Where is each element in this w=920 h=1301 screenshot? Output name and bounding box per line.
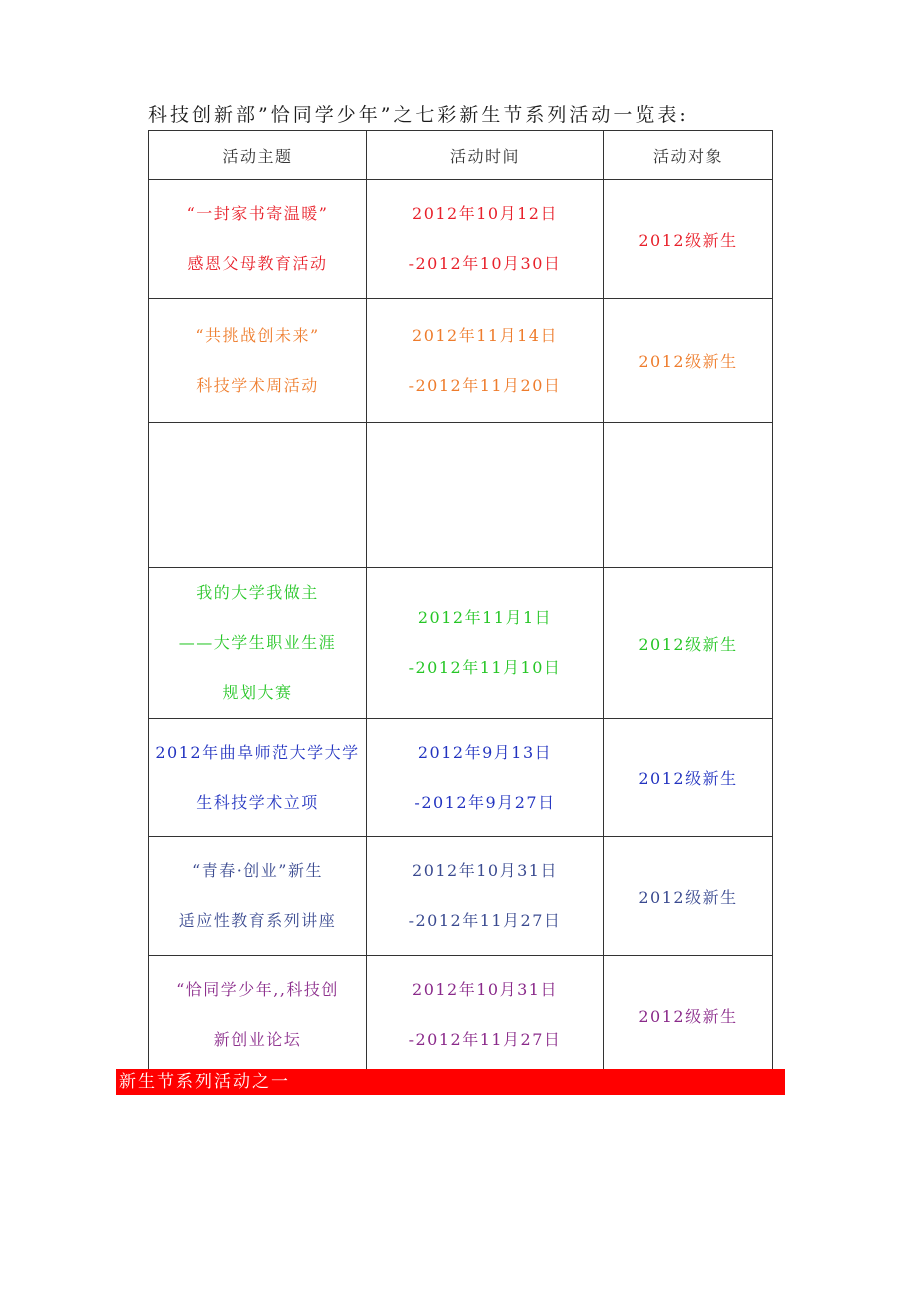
target-cell: 2012级新生 <box>604 837 773 956</box>
theme-cell <box>149 719 367 837</box>
theme-cell <box>149 423 367 568</box>
theme-cell <box>149 837 367 956</box>
theme-line: ——大学生职业生涯 <box>178 633 337 652</box>
theme-line: 我的大学我做主 <box>196 583 319 602</box>
target-cell: 2012级新生 <box>604 180 773 299</box>
theme-cell <box>149 180 367 299</box>
target-cell: 2012级新生 <box>604 956 773 1075</box>
table-row <box>149 299 773 423</box>
theme-line: 适应性教育系列讲座 <box>178 911 337 930</box>
table-row <box>149 956 773 1075</box>
time-cell <box>367 568 604 719</box>
time-start: 2012年10月12日 <box>412 204 558 223</box>
theme-line: “青春·创业”新生 <box>192 861 323 880</box>
table-row <box>149 719 773 837</box>
time-cell <box>367 299 604 423</box>
theme-line: 感恩父母教育活动 <box>187 254 328 273</box>
theme-line: “恰同学少年,,科技创 <box>176 980 339 999</box>
time-cell <box>367 719 604 837</box>
time-end: -2012年9月27日 <box>414 792 556 812</box>
theme-cell <box>149 956 367 1075</box>
table-row-empty <box>149 423 773 568</box>
time-end: -2012年10月30日 <box>408 254 562 273</box>
header-time: 活动时间 <box>367 131 604 180</box>
time-start: 2012年11月14日 <box>412 325 558 345</box>
theme-line: “一封家书寄温暖” <box>186 204 329 223</box>
target-cell <box>604 423 773 568</box>
header-target: 活动对象 <box>604 131 773 180</box>
theme-line: 新创业论坛 <box>213 1030 302 1049</box>
theme-line: 规划大赛 <box>222 683 293 702</box>
theme-line: 生科技学术立项 <box>196 792 319 812</box>
theme-cell <box>149 568 367 719</box>
target-cell: 2012级新生 <box>604 299 773 423</box>
theme-cell <box>149 299 367 423</box>
time-cell <box>367 956 604 1075</box>
document-title: 科技创新部”恰同学少年”之七彩新生节系列活动一览表: <box>148 104 689 126</box>
time-start: 2012年10月31日 <box>412 980 558 999</box>
target-cell: 2012级新生 <box>604 568 773 719</box>
time-start: 2012年10月31日 <box>412 861 558 880</box>
target-cell: 2012级新生 <box>604 719 773 837</box>
table-row <box>149 568 773 719</box>
theme-line: 2012年曲阜师范大学大学 <box>155 742 360 762</box>
time-end: -2012年11月27日 <box>408 1030 562 1049</box>
theme-line: “共挑战创未来” <box>195 325 320 345</box>
time-start: 2012年11月1日 <box>417 608 553 627</box>
table-row <box>149 837 773 956</box>
activity-table <box>148 130 773 1075</box>
theme-line: 科技学术周活动 <box>196 375 319 395</box>
section-banner: 新生节系列活动之一 <box>116 1069 785 1095</box>
time-start: 2012年9月13日 <box>417 742 553 762</box>
time-cell <box>367 180 604 299</box>
time-cell <box>367 837 604 956</box>
time-end: -2012年11月10日 <box>408 658 562 677</box>
table-row <box>149 180 773 299</box>
time-end: -2012年11月27日 <box>408 911 562 930</box>
table-header-row <box>149 131 773 180</box>
time-end: -2012年11月20日 <box>408 375 562 395</box>
time-cell <box>367 423 604 568</box>
header-theme: 活动主题 <box>149 131 367 180</box>
